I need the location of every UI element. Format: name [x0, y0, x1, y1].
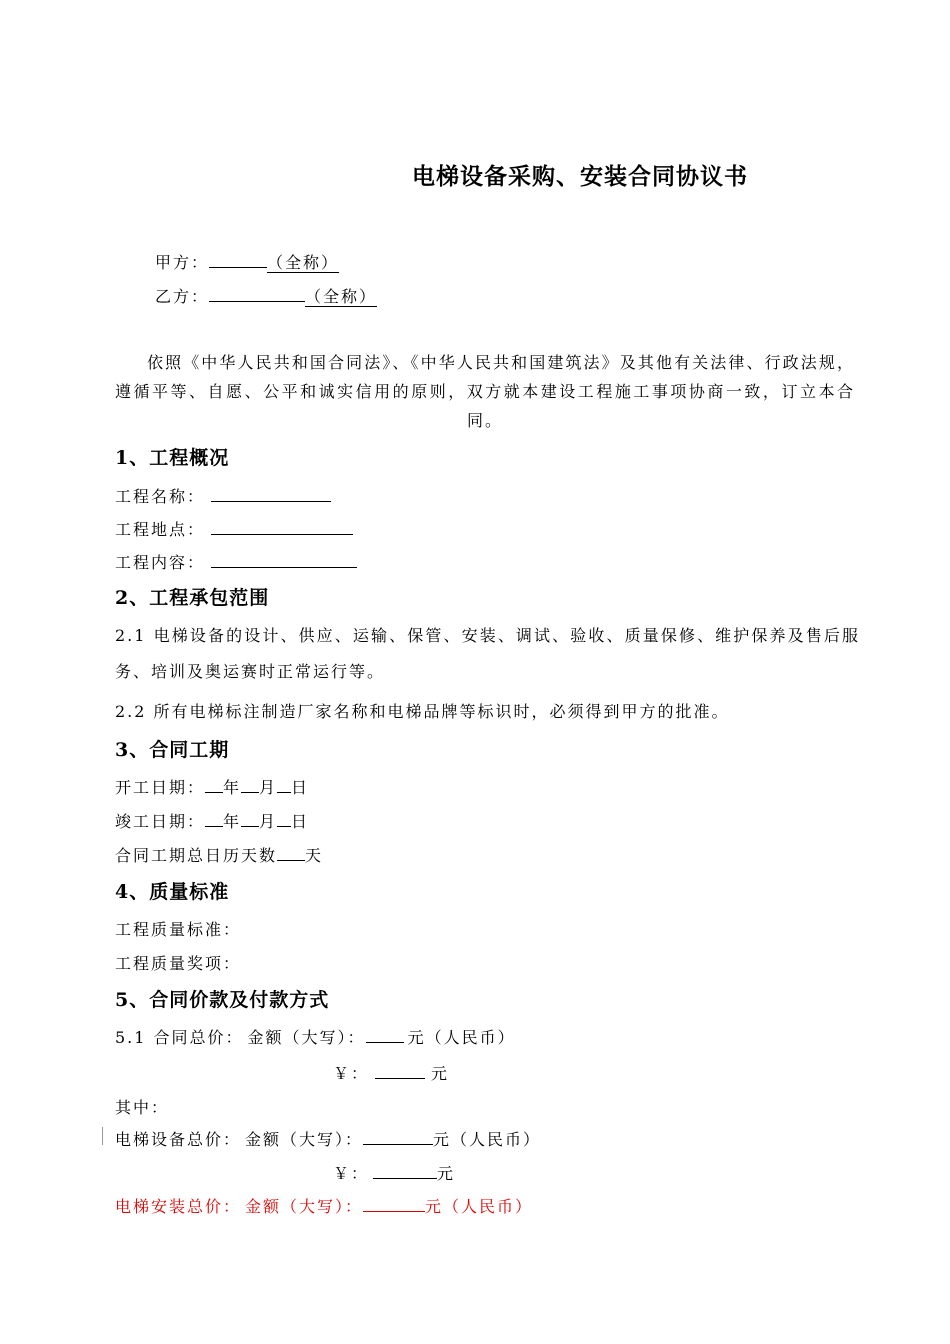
start-month-blank[interactable] — [241, 776, 259, 793]
month-unit: 月 — [259, 812, 278, 831]
party-b-label: 乙方： — [155, 287, 210, 306]
day-unit: 日 — [291, 812, 310, 831]
party-a-line — [155, 250, 339, 273]
contract-total-blank[interactable] — [366, 1026, 404, 1043]
contract-total-numeric-line — [333, 1061, 449, 1084]
yen-label: ￥： — [333, 1164, 370, 1183]
year-unit: 年 — [223, 812, 242, 831]
equipment-total-blank[interactable] — [363, 1128, 433, 1145]
project-name-label: 工程名称： — [115, 487, 206, 506]
start-date-line — [115, 775, 309, 798]
party-b-blank[interactable] — [209, 285, 305, 302]
yuan-rmb-unit: 元（人民币） — [433, 1130, 542, 1149]
month-unit: 月 — [259, 778, 278, 797]
end-day-blank[interactable] — [277, 810, 291, 827]
section-2-heading: 2、工程承包范围 — [115, 587, 270, 609]
amount-label: 金额（大写）： — [245, 1130, 364, 1149]
installation-total-blank[interactable] — [363, 1195, 425, 1212]
project-location-blank[interactable] — [211, 518, 353, 535]
installation-total-line — [115, 1194, 533, 1217]
text-cursor — [102, 1127, 103, 1145]
party-b-fill: （全称） — [305, 287, 378, 306]
start-year-blank[interactable] — [205, 776, 223, 793]
equipment-total-numeric-line — [333, 1161, 455, 1184]
installation-total-label: 电梯安装总价： — [115, 1197, 242, 1216]
scope-paragraph-2: 2.2 所有电梯标注制造厂家名称和电梯品牌等标识时，必须得到甲方的批准。 — [115, 702, 730, 721]
project-name-blank[interactable] — [211, 485, 331, 502]
amount-label: 金额（大写）： — [247, 1028, 366, 1047]
end-year-blank[interactable] — [205, 810, 223, 827]
scope-paragraph-1: 2.1 电梯设备的设计、供应、运输、保管、安装、调试、验收、质量保修、维护保养及售后服务、培训及奥运赛时正常运行等。 — [115, 626, 860, 681]
project-content-label: 工程内容： — [115, 553, 206, 572]
document-title: 电梯设备采购、安装合同协议书 — [412, 163, 748, 190]
project-location-label: 工程地点： — [115, 520, 206, 539]
party-b-line — [155, 284, 377, 307]
project-content-line — [115, 550, 357, 573]
year-unit: 年 — [223, 778, 242, 797]
yuan-rmb-unit: 元（人民币） — [425, 1197, 534, 1216]
total-days-blank[interactable] — [277, 844, 305, 861]
total-days-unit: 天 — [305, 846, 324, 865]
section-3-heading: 3、合同工期 — [115, 739, 230, 761]
project-content-blank[interactable] — [211, 551, 357, 568]
end-month-blank[interactable] — [241, 810, 259, 827]
total-days-label: 合同工期总日历天数 — [115, 846, 278, 865]
equipment-total-label: 电梯设备总价： — [115, 1130, 242, 1149]
project-location-line — [115, 517, 353, 540]
equipment-total-numeric-blank[interactable] — [373, 1162, 437, 1179]
party-a-fill: （全称） — [267, 253, 340, 272]
quality-standard-label: 工程质量标准： — [115, 920, 242, 939]
total-days-line — [115, 843, 323, 866]
equipment-total-line — [115, 1127, 541, 1150]
quality-award-label: 工程质量奖项： — [115, 954, 242, 973]
start-day-blank[interactable] — [277, 776, 291, 793]
project-name-line — [115, 484, 331, 507]
yuan-rmb-unit: 元（人民币） — [407, 1028, 516, 1047]
yuan-unit: 元 — [437, 1164, 456, 1183]
start-date-label: 开工日期： — [115, 778, 206, 797]
section-1-heading: 1、工程概况 — [115, 447, 230, 469]
preamble-paragraph: 依照《中华人民共和国合同法》、《中华人民共和国建筑法》及其他有关法律、行政法规，遵循平等、自愿、公平和诚实信用的原则，双方就本建设工程施工事项协商一致，订立本合同。 — [115, 353, 855, 430]
section-4-heading: 4、质量标准 — [115, 881, 230, 903]
end-date-label: 竣工日期： — [115, 812, 206, 831]
day-unit: 日 — [291, 778, 310, 797]
among-label: 其中： — [115, 1098, 170, 1117]
yen-label: ￥： — [333, 1064, 370, 1083]
contract-total-numeric-blank[interactable] — [375, 1062, 425, 1079]
contract-total-label: 5.1 合同总价： — [115, 1028, 244, 1047]
end-date-line — [115, 809, 309, 832]
section-5-heading: 5、合同价款及付款方式 — [115, 989, 330, 1011]
amount-label: 金额（大写）： — [245, 1197, 364, 1216]
yuan-unit: 元 — [431, 1064, 450, 1083]
party-a-label: 甲方： — [155, 253, 210, 272]
party-a-blank[interactable] — [209, 251, 267, 268]
contract-total-line — [115, 1025, 516, 1048]
